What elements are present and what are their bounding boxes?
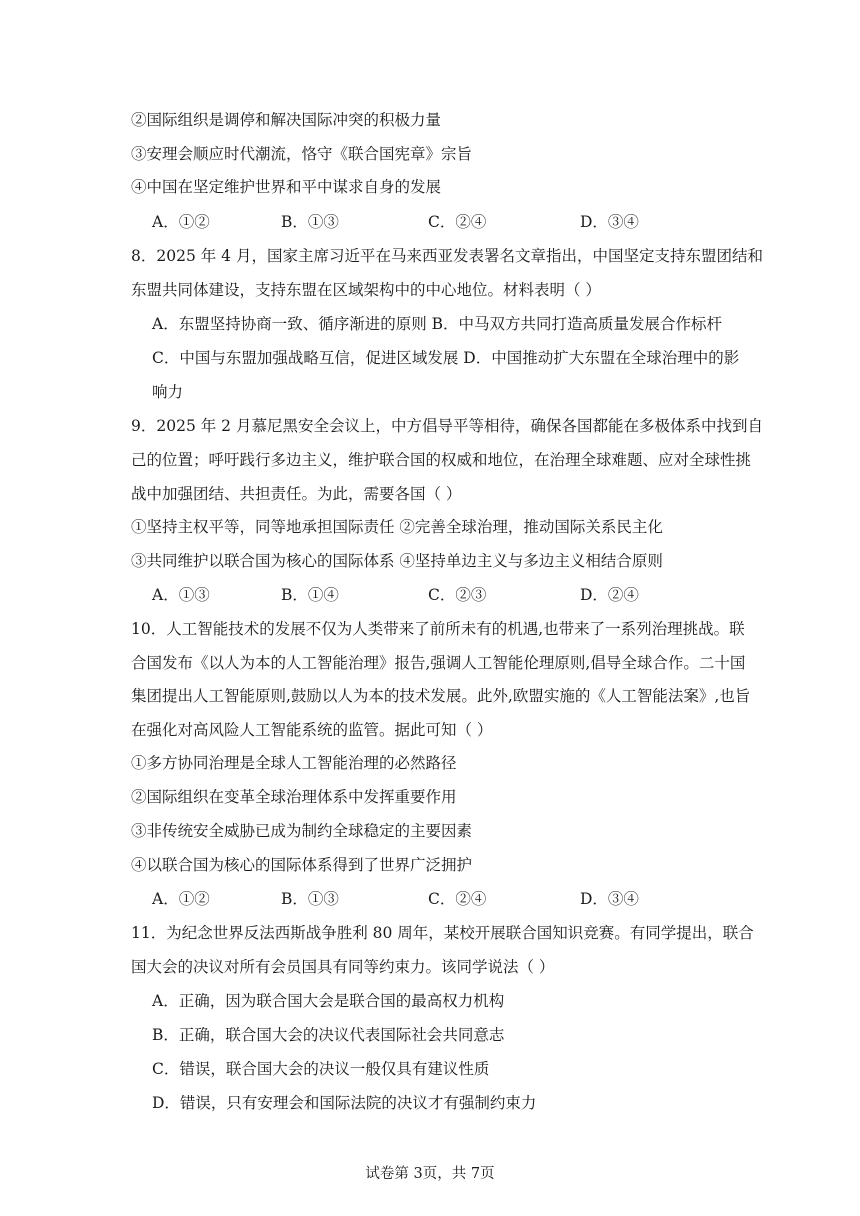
q11-option-c: C．错误，联合国大会的决议一般仅具有建议性质: [152, 1060, 490, 1078]
q7-statement-2: ②国际组织是调停和解决国际冲突的积极力量: [131, 111, 442, 129]
q10-stem-line3: 集团提出人工智能原则,鼓励以人为本的技术发展。此外,欧盟实施的《人工智能法案》,也旨: [131, 687, 751, 705]
q11-option-b: B．正确，联合国大会的决议代表国际社会共同意志: [152, 1026, 505, 1044]
q9-option-a: A．①③: [152, 586, 210, 604]
q10-stem-line4: 在强化对高风险人工智能系统的监管。据此可知（ ）: [131, 721, 493, 739]
q11-stem-line2: 国大会的决议对所有会员国具有同等约束力。该同学说法（ ）: [131, 958, 555, 976]
q10-statement-4: ④以联合国为核心的国际体系得到了世界广泛拥护: [131, 856, 473, 874]
q10-option-b: B．①③: [281, 890, 339, 908]
q9-option-b: B．①④: [281, 586, 339, 604]
q8-option-d-continued: 响力: [152, 383, 184, 401]
q10-option-d: D．③④: [580, 890, 639, 908]
q10-statement-3: ③非传统安全威胁已成为制约全球稳定的主要因素: [131, 822, 473, 840]
q9-option-d: D．②④: [580, 586, 639, 604]
q9-statements-3-4: ③共同维护以联合国为核心的国际体系 ④坚持单边主义与多边主义相结合原则: [131, 552, 663, 570]
q10-statement-2: ②国际组织在变革全球治理体系中发挥重要作用: [131, 788, 457, 806]
q10-option-c: C．②④: [428, 890, 487, 908]
page-footer: 试卷第 3页，共 7页: [365, 1166, 495, 1182]
q7-statement-4: ④中国在坚定维护世界和平中谋求自身的发展: [131, 178, 442, 196]
q7-statement-3: ③安理会顺应时代潮流，恪守《联合国宪章》宗旨: [131, 145, 473, 163]
q9-statements-1-2: ①坚持主权平等，同等地承担国际责任 ②完善全球治理，推动国际关系民主化: [131, 518, 663, 536]
q8-stem-line2: 东盟共同体建设，支持东盟在区域架构中的中心地位。材料表明（ ）: [131, 281, 601, 299]
q9-stem-line1: 9．2025 年 2 月慕尼黑安全会议上，中方倡导平等相待，确保各国都能在多极体系中找到自: [131, 417, 763, 435]
q8-stem-line1: 8．2025 年 4 月，国家主席习近平在马来西亚发表署名文章指出，中国坚定支持东盟团结和: [131, 247, 763, 265]
q7-option-c: C．②④: [428, 213, 487, 231]
q10-option-a: A．①②: [152, 890, 210, 908]
q7-option-b: B．①③: [281, 213, 339, 231]
q8-options-cd: C．中国与东盟加强战略互信，促进区域发展 D．中国推动扩大东盟在全球治理中的影: [152, 349, 740, 367]
q7-option-d: D．③④: [580, 213, 639, 231]
q10-statement-1: ①多方协同治理是全球人工智能治理的必然路径: [131, 754, 457, 772]
q11-option-a: A．正确，因为联合国大会是联合国的最高权力机构: [152, 992, 505, 1010]
q10-stem-line2: 合国发布《以人为本的人工智能治理》报告,强调人工智能伦理原则,倡导全球合作。二十国: [131, 654, 746, 672]
q11-stem-line1: 11．为纪念世界反法西斯战争胜利 80 周年，某校开展联合国知识竞赛。有同学提出，联合: [131, 924, 754, 942]
q7-option-a: A．①②: [152, 213, 210, 231]
q9-stem-line3: 战中加强团结、共担责任。为此，需要各国（ ）: [131, 485, 462, 503]
q10-stem-line1: 10．人工智能技术的发展不仅为人类带来了前所未有的机遇,也带来了一系列治理挑战。联: [131, 620, 745, 638]
q11-option-d: D．错误，只有安理会和国际法院的决议才有强制约束力: [152, 1094, 537, 1112]
q8-options-ab: A．东盟坚持协商一致、循序渐进的原则 B．中马双方共同打造高质量发展合作标杆: [152, 315, 723, 333]
q9-stem-line2: 己的位置；呼吁践行多边主义，维护联合国的权威和地位，在治理全球难题、应对全球性挑: [131, 451, 752, 469]
q9-option-c: C．②③: [428, 586, 487, 604]
